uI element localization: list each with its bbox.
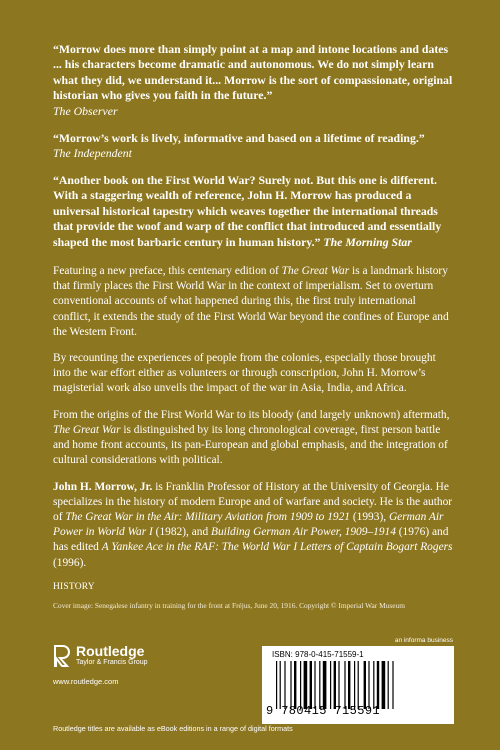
isbn-barcode [262, 646, 454, 724]
text-run: (1996). [53, 556, 87, 569]
quote-text: “Morrow does more than simply point at a map and intone locations and dates ... his characters become dramatic and autonomous. We do not simply learn what they did, we understand it... Morrow is the sort of compassionate, original historian who gives you faith in the future.” [53, 42, 453, 103]
barcode-digits: 9 780415 715591 [266, 704, 381, 718]
work-title: Building German Air Power, 1909–1914 [211, 526, 396, 539]
publisher-area [53, 637, 453, 720]
text-run: (1982), and [152, 526, 212, 539]
isbn-label: ISBN: 978-0-415-71559-1 [272, 650, 364, 659]
informa-tagline: an informa business [394, 637, 453, 644]
subject-category: HISTORY [53, 581, 95, 592]
review-quote [53, 42, 453, 119]
text-run: is distinguished by its long chronological coverage, first person battle and home front accounts, its pan-European and global emphasis, and the integration of cultural considerations with political. [53, 423, 448, 467]
publisher-group: Taylor & Francis Group [76, 659, 148, 666]
text-run: is Franklin Professor of History at the University of Georgia. He specializes in the history of modern Europe and of warfare and society. He is the author of [53, 480, 453, 523]
routledge-logo-icon [53, 644, 71, 668]
review-quote [53, 173, 453, 250]
review-quote [53, 131, 453, 161]
quote-source: The Independent [53, 146, 132, 161]
quote-text-body: “Another book on the First World War? Surely not. But this one is different. With a staggering wealth of reference, John H. Morrow has produced a universal historical tapestry which weaves together the international threads that provide the woof and warp of the conflict that introduced and essentially shaped the most barbaric century in human history.” [53, 173, 442, 249]
quote-source: The Observer [53, 103, 118, 118]
publisher-name: Routledge [76, 643, 145, 659]
text-run: From the origins of the First World War to its bloody (and largely unknown) aftermath, [53, 408, 450, 421]
quote-text: “Morrow’s work is lively, informative and based on a lifetime of reading.” [53, 130, 425, 145]
barcode-icon [276, 661, 446, 709]
quote-text [53, 173, 453, 250]
work-title: A Yankee Ace in the RAF: The World War I Letters of Captain Bogart Rogers [101, 541, 453, 554]
work-title: The Great War in the Air: Military Aviation from 1909 to 1921 [65, 510, 351, 523]
book-title: The Great War [281, 265, 350, 278]
description-paragraph [53, 264, 453, 340]
text-run: is a landmark history that firmly places the First World War in the context of imperialism. Set to overturn conventional accounts of what happened during this, the first truly international conflict, it extends the study of the First World War beyond the confines of Europe and the Western Front. [53, 265, 449, 338]
work-title: German Air Power in World War I [53, 510, 444, 539]
publisher-url: www.routledge.com [53, 677, 119, 686]
publisher-logo [53, 644, 148, 668]
book-title: The Great War [53, 423, 121, 436]
author-bio [53, 480, 453, 571]
description-paragraph [53, 408, 453, 469]
text-run: (1976) and has edited [53, 526, 449, 554]
ebook-note: Routledge titles are available as eBook editions in a range of digital formats [53, 724, 293, 733]
description-paragraph: By recounting the experiences of people from the colonies, especially those brought into the war effort either as volunteers or through conscription, John H. Morrow’s magisterial work also unveils the impact of the war in Asia, India, and Africa. [53, 352, 436, 395]
cover-image-credit: Cover image: Senegalese infantry in training for the front at Fréjus, June 20, 1916. Copyright © Imperial War Museum [53, 600, 405, 610]
text-run: Featuring a new preface, this centenary edition of [53, 265, 282, 278]
text-run: (1993), [350, 510, 389, 523]
quote-source: The Morning Star [323, 234, 412, 249]
author-name: John H. Morrow, Jr. [53, 480, 153, 493]
cover-text [53, 42, 453, 610]
